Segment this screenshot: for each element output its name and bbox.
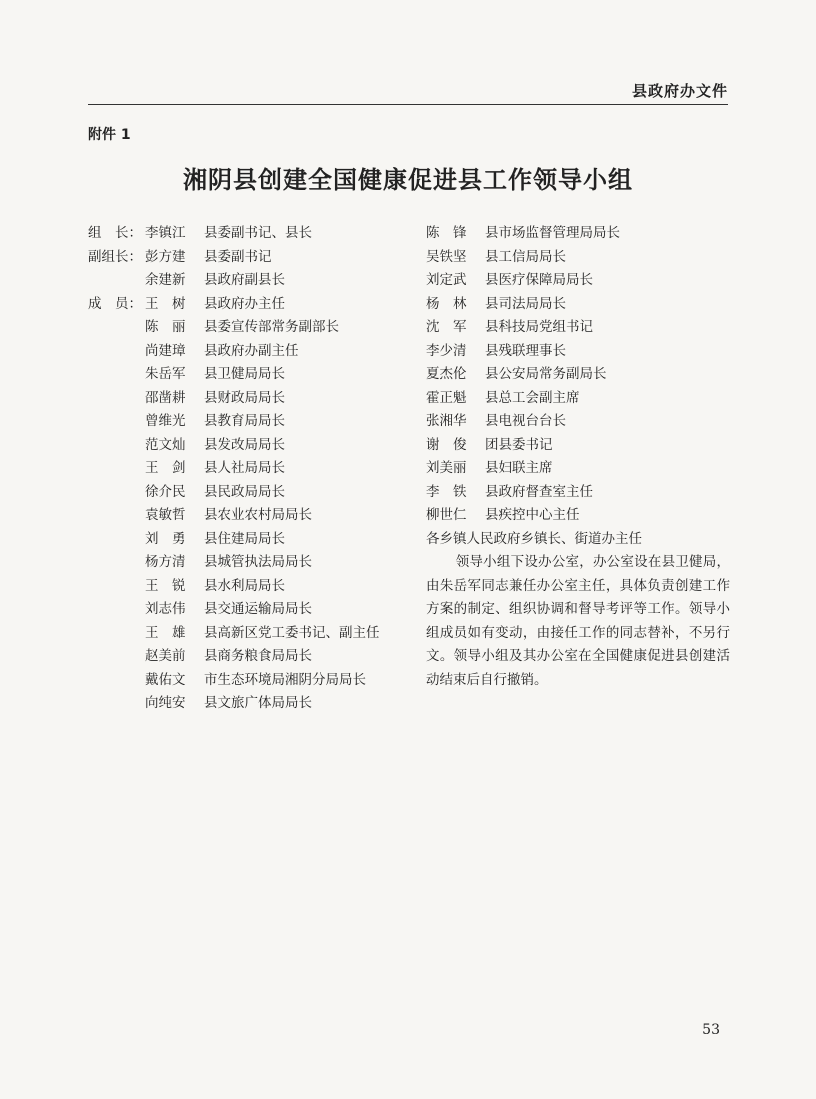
member-row [88,692,408,716]
member-role [88,363,145,387]
member-name: 张湘华 [426,413,467,429]
member-role [88,457,145,481]
member-name: 夏杰伦 [426,366,467,382]
member-row [88,598,408,622]
member-post: 县政府办副主任 [204,342,299,359]
member-name: 李少清 [426,342,467,359]
full-line-text: 各乡镇人民政府乡镇长、街道办主任 [426,530,642,547]
member-row [88,457,408,481]
member-post: 县残联理事长 [485,342,566,359]
member-name: 杨方清 [145,554,186,570]
member-row [88,293,408,317]
member-post: 县卫健局局长 [204,366,285,382]
member-row [88,363,408,387]
member-name: 李 铁 [426,483,467,500]
member-row [426,316,730,340]
member-post: 市生态环境局湘阴分局局长 [204,671,366,688]
member-row [88,434,408,458]
member-post: 县发改局局长 [204,436,285,453]
member-row [426,504,730,528]
member-role [88,645,145,669]
page-number: 53 [702,1022,720,1038]
member-post: 县商务粮食局局长 [204,648,312,664]
member-row [426,481,730,505]
member-post: 县委宣传部常务副部长 [204,319,339,335]
member-row [88,246,408,270]
member-row [88,622,408,646]
member-row [88,504,408,528]
member-post: 县住建局局长 [204,530,285,547]
member-name: 彭方建 [145,248,186,265]
member-name: 杨 林 [426,295,467,312]
member-name: 李镇江 [145,225,186,241]
member-post: 县工信局局长 [485,248,566,265]
member-name: 曾维光 [145,413,186,429]
member-name: 范文灿 [145,436,186,453]
member-post: 县人社局局长 [204,460,285,476]
member-post: 县总工会副主席 [485,389,580,406]
member-row [426,410,730,434]
member-name: 陈 锋 [426,225,467,241]
member-name: 沈 军 [426,319,467,335]
member-post: 县妇联主席 [485,460,553,476]
member-post: 县疾控中心主任 [485,507,580,523]
member-role [88,598,145,622]
member-row [426,293,730,317]
member-row [88,340,408,364]
member-role [88,692,145,716]
member-post: 县高新区党工委书记、副主任 [204,624,380,641]
member-row [426,269,730,293]
member-post: 县交通运输局局长 [204,601,312,617]
member-role: 组 长： [88,225,142,241]
member-role: 副组长： [88,248,142,265]
member-post: 县城管执法局局长 [204,554,312,570]
member-name: 谢 俊 [426,436,467,453]
member-name: 刘志伟 [145,601,186,617]
member-role [88,316,145,340]
member-role [88,387,145,411]
document-title: 湘阴县创建全国健康促进县工作领导小组 [183,165,633,194]
member-name: 陈 丽 [145,319,186,335]
member-row [88,269,408,293]
member-role [88,575,145,599]
member-row [426,340,730,364]
member-row [88,528,408,552]
member-row [88,316,408,340]
member-role [88,434,145,458]
member-row [88,387,408,411]
member-post: 县政府督查室主任 [485,483,593,500]
member-post: 县水利局局长 [204,577,285,594]
member-row [88,645,408,669]
member-role [88,504,145,528]
member-role [88,340,145,364]
member-row [88,551,408,575]
member-name: 尚建璋 [145,342,186,359]
member-role [88,528,145,552]
member-name: 吴铁坚 [426,248,467,265]
member-post: 县委副书记 [204,248,272,265]
member-name: 刘美丽 [426,460,467,476]
member-name: 霍正魁 [426,389,467,406]
member-list-left [88,222,408,716]
member-role [88,551,145,575]
member-post: 县市场监督管理局局长 [485,225,620,241]
member-row [426,246,730,270]
member-name: 徐介民 [145,483,186,500]
member-row [426,434,730,458]
member-row-full-line [426,528,730,552]
member-post: 县公安局常务副局长 [485,366,607,382]
member-name: 王 雄 [145,624,186,641]
member-post: 县司法局局长 [485,295,566,312]
member-row [426,457,730,481]
member-row [88,481,408,505]
member-row [426,387,730,411]
member-name: 朱岳军 [145,366,186,382]
member-role [88,669,145,693]
member-role [88,269,145,293]
member-row [426,363,730,387]
member-name: 余建新 [145,272,186,288]
member-name: 赵美前 [145,648,186,664]
member-role [88,622,145,646]
member-name: 柳世仁 [426,507,467,523]
member-post: 县政府办主任 [204,295,285,312]
member-row [88,669,408,693]
office-paragraph: 领导小组下设办公室，办公室设在县卫健局，由朱岳军同志兼任办公室主任，具体负责创建工作方案的制定、组织协调和督导考评等工作。领导小组成员如有变动，由接任工作的同志替补，不另行文。领导小组及其办公室在全国健康促进县创建活动结束后自行撤销。 [426,554,730,688]
member-name: 王 树 [145,295,186,312]
member-post: 县文旅广体局局长 [204,695,312,711]
member-name: 邵凿耕 [145,389,186,406]
member-name: 王 锐 [145,577,186,594]
member-post: 县医疗保障局局长 [485,272,593,288]
attachment-label: 附件 1 [88,127,131,143]
member-name: 刘定武 [426,272,467,288]
member-name: 向纯安 [145,695,186,711]
member-role [88,410,145,434]
member-role: 成 员： [88,295,142,312]
member-list-right [426,222,730,692]
header-divider [88,104,728,105]
member-name: 戴佑文 [145,671,186,688]
member-row [88,222,408,246]
member-row [88,575,408,599]
member-post: 县电视台台长 [485,413,566,429]
header-title: 县政府办文件 [631,82,728,100]
member-name: 刘 勇 [145,530,186,547]
member-post: 团县委书记 [485,436,553,453]
member-post: 县委副书记、县长 [204,225,312,241]
member-role [88,481,145,505]
member-post: 县科技局党组书记 [485,319,593,335]
member-row [426,222,730,246]
member-post: 县政府副县长 [204,272,285,288]
member-name: 王 剑 [145,460,186,476]
member-row [88,410,408,434]
member-post: 县农业农村局局长 [204,507,312,523]
member-name: 袁敏哲 [145,507,186,523]
member-post: 县财政局局长 [204,389,285,406]
member-post: 县教育局局长 [204,413,285,429]
member-post: 县民政局局长 [204,483,285,500]
